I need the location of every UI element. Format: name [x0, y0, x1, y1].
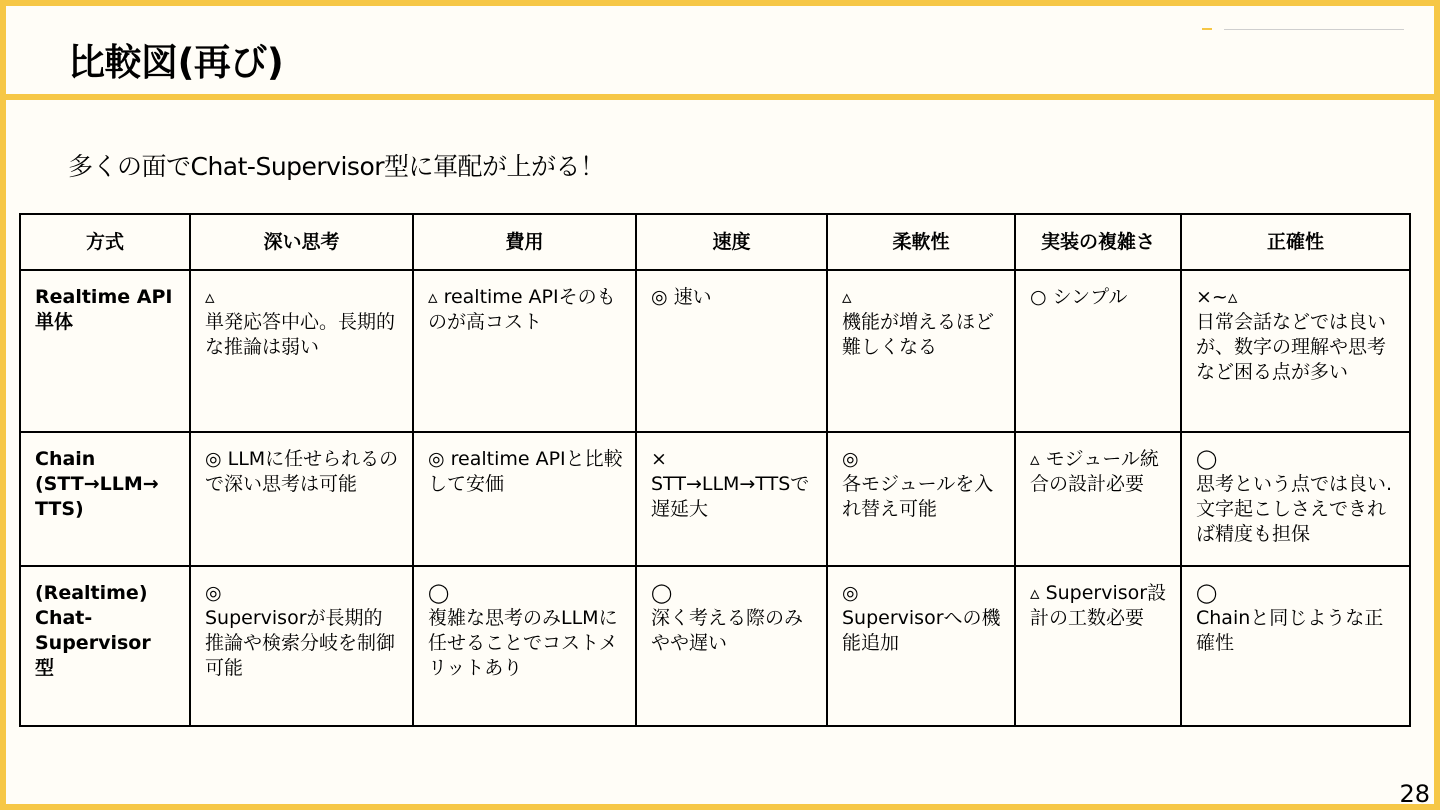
row-label-chat-supervisor: (Realtime) Chat- Supervisor 型	[20, 566, 190, 726]
slide-subtitle: 多くの面でChat-Supervisor型に軍配が上がる！	[68, 152, 605, 181]
table-row	[20, 270, 1410, 432]
header-flexibility: 柔軟性	[827, 214, 1015, 270]
row-label-chain: Chain (STT→LLM→ TTS)	[20, 432, 190, 566]
header-accent-line	[1224, 29, 1404, 30]
table-cell: ◯ Chainと同じような正確性	[1181, 566, 1410, 726]
table-cell: ◎ Supervisorへの機能追加	[827, 566, 1015, 726]
page-number: 28	[1399, 780, 1430, 808]
row-label-realtime-api: Realtime API 単体	[20, 270, 190, 432]
header-cost: 費用	[413, 214, 636, 270]
header-method: 方式	[20, 214, 190, 270]
header-implementation-complexity: 実装の複雑さ	[1015, 214, 1181, 270]
table-cell: ◎ Supervisorが長期的推論や検索分岐を制御可能	[190, 566, 413, 726]
table-cell: ▵ realtime APIそのものが高コスト	[413, 270, 636, 432]
table-cell: ▵ 単発応答中心。長期的な推論は弱い	[190, 270, 413, 432]
table-cell: ◯ 深く考える際のみやや遅い	[636, 566, 827, 726]
table-cell: ×~▵ 日常会話などでは良いが、数字の理解や思考など困る点が多い	[1181, 270, 1410, 432]
header-accuracy: 正確性	[1181, 214, 1410, 270]
table-row	[20, 566, 1410, 726]
header-speed: 速度	[636, 214, 827, 270]
comparison-table	[19, 213, 1411, 727]
slide-body	[6, 100, 1434, 804]
header-accent-dash	[1202, 28, 1212, 30]
table-cell: ◎ realtime APIと比較して安価	[413, 432, 636, 566]
table-header-row	[20, 214, 1410, 270]
table-cell: ◯ 複雑な思考のみLLMに任せることでコストメリットあり	[413, 566, 636, 726]
header-deep-thinking: 深い思考	[190, 214, 413, 270]
table-cell: ◯ 思考という点では良い. 文字起こしさえできれば精度も担保	[1181, 432, 1410, 566]
table-cell: ▵ Supervisor設計の工数必要	[1015, 566, 1181, 726]
table-cell: × STT→LLM→TTSで遅延大	[636, 432, 827, 566]
table-cell: ▵ 機能が増えるほど難しくなる	[827, 270, 1015, 432]
table-cell: ◎ 速い	[636, 270, 827, 432]
slide-title: 比較図(再び)	[68, 41, 284, 84]
slide-header	[6, 6, 1434, 94]
table-cell: ▵ モジュール統合の設計必要	[1015, 432, 1181, 566]
table-cell: ◎ LLMに任せられるので深い思考は可能	[190, 432, 413, 566]
table-row	[20, 432, 1410, 566]
table-cell: ○ シンプル	[1015, 270, 1181, 432]
table-cell: ◎ 各モジュールを入れ替え可能	[827, 432, 1015, 566]
